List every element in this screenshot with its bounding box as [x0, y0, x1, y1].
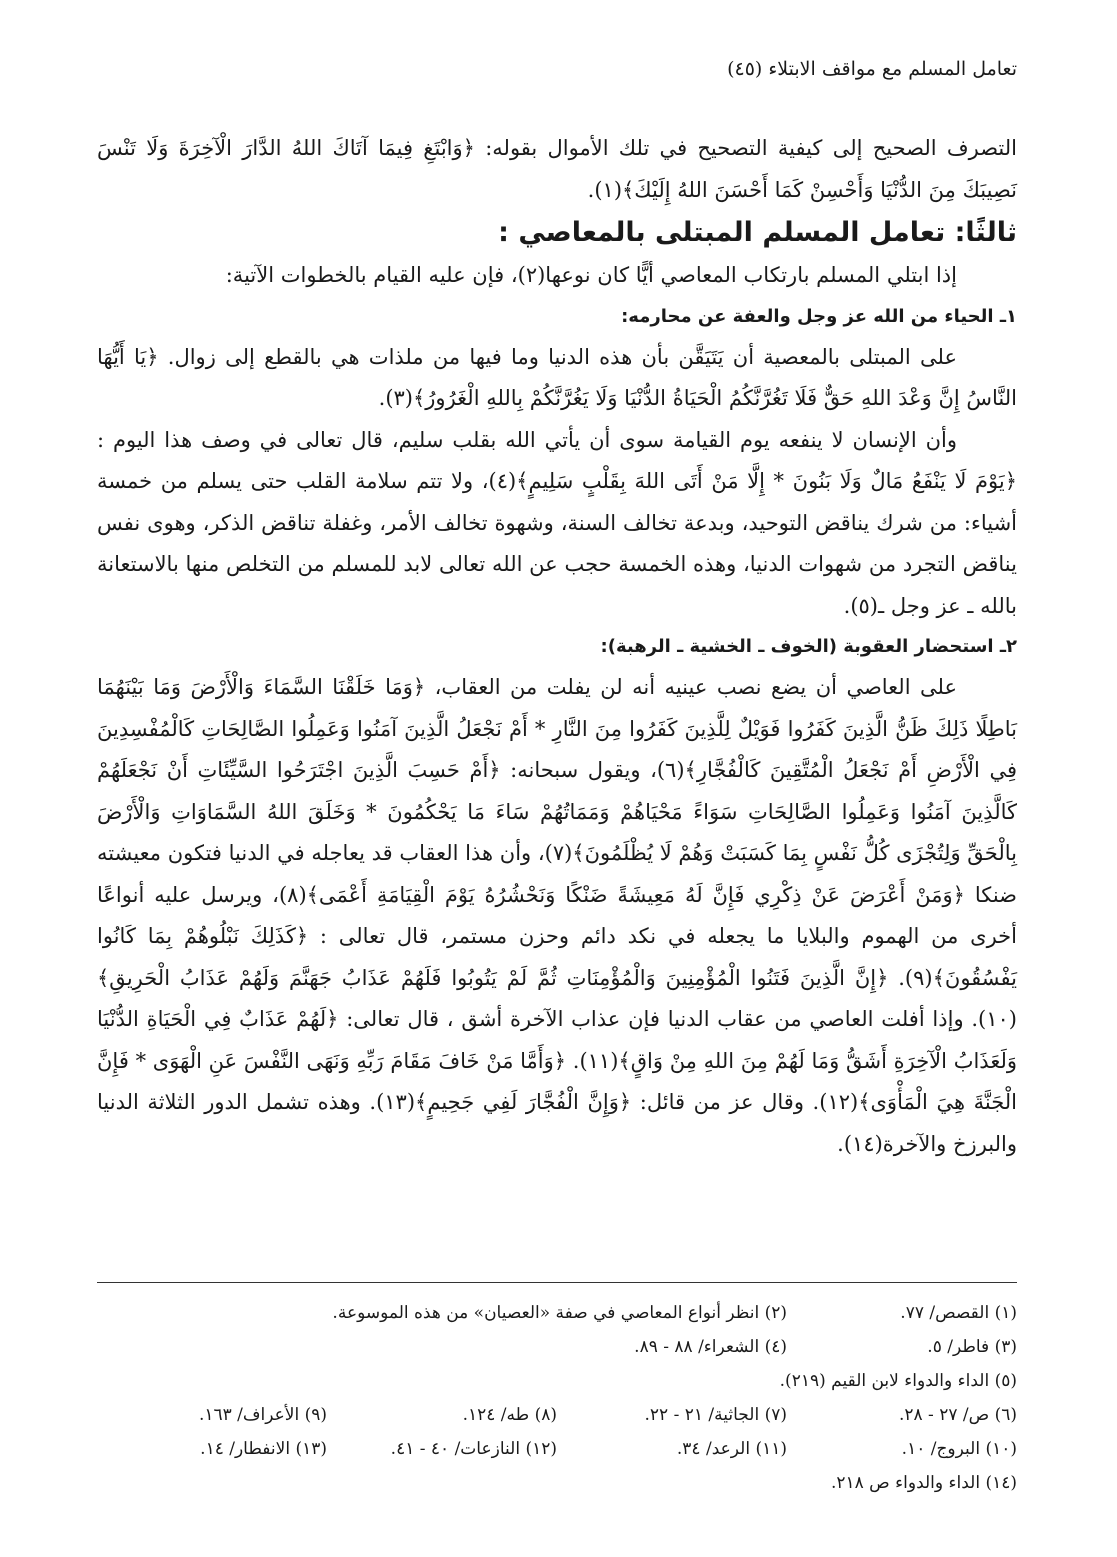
footnote-row [97, 1296, 1017, 1330]
footnote-8: (٨) طه/ ١٢٤. [462, 1405, 557, 1425]
subheading-punishment: ٢ـ استحضار العقوبة (الخوف ـ الخشية ـ الرهبة): [600, 636, 1017, 657]
footnote-9: (٩) الأعراف/ ١٦٣. [198, 1405, 327, 1425]
intro-paragraph: التصرف الصحيح إلى كيفية التصحيح في تلك الأموال بقوله: ﴿وَابْتَغِ فِيمَا آتَاكَ اللهُ الدَّارَ الْآخِرَةَ وَلَا تَنْسَ نَصِيبَكَ مِنَ الدُّنْيَا وَأَحْسِنْ كَمَا أَحْسَنَ اللهُ إِلَيْكَ﴾(١). [97, 136, 1017, 202]
footnote-row [97, 1432, 1017, 1466]
footnote-2: (٢) انظر أنواع المعاصي في صفة «العصيان» من هذه الموسوعة. [332, 1303, 787, 1323]
footnote-14: (١٤) الداء والدواء ص ٢١٨. [830, 1473, 1017, 1493]
footnote-row [97, 1330, 1017, 1364]
footnote-5: (٥) الداء والدواء لابن القيم (٢١٩). [779, 1371, 1017, 1391]
footnotes [97, 1296, 1017, 1500]
footnote-row [97, 1364, 1017, 1398]
paragraph-certainty: على المبتلى بالمعصية أن يَتَيَقَّن بأن هذه الدنيا وما فيها من ملذات هي بالقطع إلى زوال. ﴿يَا أَيُّهَا النَّاسُ إِنَّ وَعْدَ اللهِ حَقٌّ فَلَا تَغُرَّنَّكُمُ الْحَيَاةُ الدُّنْيَا وَلَا يَغُرَّنَّكُمْ بِاللهِ الْغَرُورُ﴾(٣). [97, 344, 1017, 410]
main-text [97, 128, 1017, 1165]
section-intro: إذا ابتلي المسلم بارتكاب المعاصي أيًّا كان نوعها(٢)، فإن عليه القيام بالخطوات الآتية: [225, 263, 957, 287]
page-number: (٤٥) [727, 58, 763, 80]
footnote-12: (١٢) النازعات/ ٤٠ - ٤١. [390, 1439, 557, 1459]
footnote-11: (١١) الرعد/ ٣٤. [676, 1439, 787, 1459]
paragraph-punishment: على العاصي أن يضع نصب عينيه أنه لن يفلت من العقاب، ﴿وَمَا خَلَقْنَا السَّمَاءَ وَالْأَرْضَ وَمَا بَيْنَهُمَا بَاطِلًا ذَلِكَ ظَنُّ الَّذِينَ كَفَرُوا فَوَيْلٌ لِلَّذِينَ كَفَرُوا مِنَ النَّارِ * أَمْ نَجْعَلُ الَّذِينَ آمَنُوا وَعَمِلُوا الصَّالِحَاتِ كَالْمُفْسِدِينَ فِي الْأَرْضِ أَمْ نَجْعَلُ الْمُتَّقِينَ كَالْفُجَّارِ﴾(٦)، ويقول سبحانه: ﴿أَمْ حَسِبَ الَّذِينَ اجْتَرَحُوا السَّيِّئَاتِ أَنْ نَجْعَلَهُمْ كَالَّذِينَ آمَنُوا وَعَمِلُوا الصَّالِحَاتِ سَوَاءً مَحْيَاهُمْ وَمَمَاتُهُمْ سَاءَ مَا يَحْكُمُونَ * وَخَلَقَ اللهُ السَّمَاوَاتِ وَالْأَرْضَ بِالْحَقِّ وَلِتُجْزَى كُلُّ نَفْسٍ بِمَا كَسَبَتْ وَهُمْ لَا يُظْلَمُونَ﴾(٧)، وأن هذا العقاب قد يعاجله في الدنيا فتكون معيشته ضنكا ﴿وَمَنْ أَعْرَضَ عَنْ ذِكْرِي فَإِنَّ لَهُ مَعِيشَةً ضَنْكًا وَنَحْشُرُهُ يَوْمَ الْقِيَامَةِ أَعْمَى﴾(٨)، ويرسل عليه أنواعًا أخرى من الهموم والبلايا ما يجعله في نكد دائم وحزن مستمر، قال تعالى : ﴿كَذَلِكَ نَبْلُوهُمْ بِمَا كَانُوا يَفْسُقُونَ﴾(٩). ﴿إِنَّ الَّذِينَ فَتَنُوا الْمُؤْمِنِينَ وَالْمُؤْمِنَاتِ ثُمَّ لَمْ يَتُوبُوا فَلَهُمْ عَذَابُ جَهَنَّمَ وَلَهُمْ عَذَابُ الْحَرِيقِ﴾(١٠). وإذا أفلت العاصي من عقاب الدنيا فإن عذاب الآخرة أشق ، قال تعالى: ﴿لَهُمْ عَذَابٌ فِي الْحَيَاةِ الدُّنْيَا وَلَعَذَابُ الْآخِرَةِ أَشَقُّ وَمَا لَهُمْ مِنَ اللهِ مِنْ وَاقٍ﴾(١١). ﴿وَأَمَّا مَنْ خَافَ مَقَامَ رَبِّهِ وَنَهَى النَّفْسَ عَنِ الْهَوَى * فَإِنَّ الْجَنَّةَ هِيَ الْمَأْوَى﴾(١٢). وقال عز من قائل: ﴿وَإِنَّ الْفُجَّارَ لَفِي جَحِيمٍ﴾(١٣). وهذه تشمل الدور الثلاثة الدنيا والبرزخ والآخرة(١٤). [97, 675, 1017, 1156]
footnote-row [97, 1466, 1017, 1500]
footnote-divider [97, 1282, 1017, 1283]
paragraph-sound-heart: وأن الإنسان لا ينفعه يوم القيامة سوى أن يأتي الله بقلب سليم، قال تعالى في وصف هذا اليوم : ﴿يَوْمَ لَا يَنْفَعُ مَالٌ وَلَا بَنُونَ * إِلَّا مَنْ أَتَى اللهَ بِقَلْبٍ سَلِيمٍ﴾(٤)، ولا تتم سلامة القلب حتى يسلم من خمسة أشياء: من شرك يناقض التوحيد، وبدعة تخالف السنة، وشهوة تخالف الأمر، وغفلة تناقض الذكر، وهوى نفس يناقض التجرد من شهوات الدنيا، وهذه الخمسة حجب عن الله تعالى لابد للمسلم من التخلص منها بالاستعانة بالله ـ عز وجل ـ(٥). [97, 427, 1018, 618]
footnote-1: (١) القصص/ ٧٧. [900, 1303, 1017, 1323]
footnote-6: (٦) ص/ ٢٧ - ٢٨. [898, 1405, 1017, 1425]
footnote-7: (٧) الجاثية/ ٢١ - ٢٢. [644, 1405, 787, 1425]
footnote-3: (٣) فاطر/ ٥. [927, 1337, 1017, 1357]
footnote-10: (١٠) البروج/ ١٠. [901, 1439, 1017, 1459]
running-header [97, 58, 1017, 80]
footnote-4: (٤) الشعراء/ ٨٨ - ٨٩. [634, 1337, 787, 1357]
running-title: تعامل المسلم مع مواقف الابتلاء [768, 58, 1017, 80]
subheading-modesty: ١ـ الحياء من الله عز وجل والعفة عن محارمه: [621, 305, 1017, 327]
footnote-row [97, 1398, 1017, 1432]
section-heading: ثالثًا: تعامل المسلم المبتلى بالمعاصي : [498, 217, 1017, 248]
footnote-13: (١٣) الانفطار/ ١٤. [200, 1439, 327, 1459]
